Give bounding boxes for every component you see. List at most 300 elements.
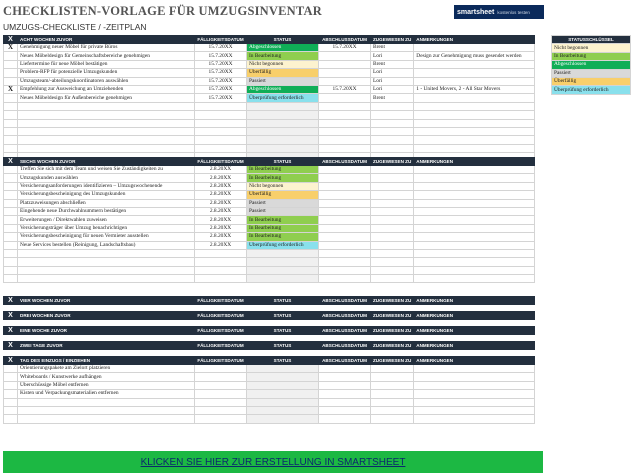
column-header-status: STATUS [247, 342, 319, 350]
assigned-to-cell[interactable] [371, 199, 414, 207]
task-row [4, 398, 535, 406]
status-cell[interactable] [247, 102, 319, 110]
task-cell[interactable]: Neues Möbeldesign für Außenbereiche genehmigen [18, 94, 195, 102]
status-cell[interactable] [247, 381, 319, 389]
task-cell[interactable] [18, 406, 195, 414]
section-table-move-day [3, 356, 535, 424]
assigned-to-cell[interactable] [371, 381, 414, 389]
completion-date-cell[interactable] [319, 406, 371, 414]
completion-date-cell[interactable]: 15.7.20XX [319, 85, 371, 93]
done-mark-cell[interactable] [4, 69, 18, 77]
done-mark-cell[interactable] [4, 102, 18, 110]
completion-date-cell[interactable] [319, 415, 371, 423]
completion-date-cell[interactable] [319, 94, 371, 102]
due-date-cell[interactable] [195, 111, 247, 119]
completion-date-cell[interactable] [319, 174, 371, 182]
due-date-cell[interactable] [195, 275, 247, 283]
done-mark-cell[interactable] [4, 207, 18, 215]
task-cell[interactable]: Versicherungsanforderungen identifizieren – Umzugswochenende [18, 182, 195, 190]
done-mark-cell[interactable]: X [4, 85, 18, 93]
assigned-to-cell[interactable]: Brent [371, 94, 414, 102]
task-cell[interactable] [18, 266, 195, 274]
status-cell[interactable]: Passiert [247, 77, 319, 85]
task-row [4, 52, 535, 60]
completion-date-cell[interactable] [319, 119, 371, 127]
done-mark-cell[interactable] [4, 390, 18, 398]
task-cell[interactable] [18, 249, 195, 257]
done-mark-cell[interactable] [4, 233, 18, 241]
task-cell[interactable]: Kisten und Verpackungsmaterialien entfernen [18, 390, 195, 398]
done-mark-cell[interactable] [4, 224, 18, 232]
task-cell[interactable] [18, 398, 195, 406]
completion-date-cell[interactable] [319, 258, 371, 266]
due-date-cell[interactable] [195, 258, 247, 266]
assigned-to-cell[interactable] [371, 144, 414, 152]
assigned-to-cell[interactable] [371, 415, 414, 423]
section-header-row [4, 312, 535, 320]
done-mark-cell[interactable] [4, 174, 18, 182]
task-cell[interactable] [18, 136, 195, 144]
completion-date-cell[interactable] [319, 233, 371, 241]
due-date-cell[interactable] [195, 365, 247, 373]
task-row [4, 191, 535, 199]
status-cell[interactable]: Abgeschlossen [247, 85, 319, 93]
notes-cell[interactable] [414, 224, 535, 232]
completion-date-cell[interactable] [319, 275, 371, 283]
notes-cell[interactable] [414, 398, 535, 406]
notes-cell[interactable] [414, 216, 535, 224]
status-cell[interactable] [247, 266, 319, 274]
done-mark-cell[interactable] [4, 77, 18, 85]
notes-cell[interactable] [414, 174, 535, 182]
notes-cell[interactable] [414, 102, 535, 110]
task-cell[interactable]: Platzzuweisungen abschließen [18, 199, 195, 207]
status-cell[interactable] [247, 365, 319, 373]
assigned-to-cell[interactable] [371, 241, 414, 249]
status-cell[interactable]: Überprüfung erforderlich [247, 94, 319, 102]
done-mark-cell[interactable] [4, 191, 18, 199]
due-date-cell[interactable] [195, 381, 247, 389]
notes-cell[interactable] [414, 111, 535, 119]
task-row [4, 241, 535, 249]
done-mark-cell[interactable] [4, 166, 18, 174]
column-header-status: STATUS [247, 158, 319, 166]
assigned-to-cell[interactable]: Lori [371, 52, 414, 60]
due-date-cell[interactable]: 15.7.20XX [195, 94, 247, 102]
done-mark-cell[interactable] [4, 216, 18, 224]
due-date-cell[interactable]: 15.7.20XX [195, 60, 247, 68]
completion-date-cell[interactable] [319, 60, 371, 68]
due-date-cell[interactable]: 2.8.20XX [195, 191, 247, 199]
column-header-notes: ANMERKUNGEN [414, 342, 535, 350]
completion-date-cell[interactable] [319, 69, 371, 77]
notes-cell[interactable] [414, 94, 535, 102]
assigned-to-cell[interactable] [371, 119, 414, 127]
due-date-cell[interactable]: 2.8.20XX [195, 233, 247, 241]
status-cell[interactable]: In Bearbeitung [247, 233, 319, 241]
completion-date-cell[interactable]: 15.7.20XX [319, 44, 371, 52]
notes-cell[interactable] [414, 207, 535, 215]
completion-date-cell[interactable] [319, 249, 371, 257]
notes-cell[interactable] [414, 127, 535, 135]
status-cell[interactable]: Überfällig [247, 69, 319, 77]
section-title: VIER WOCHEN ZUVOR [18, 297, 195, 305]
status-cell[interactable] [247, 398, 319, 406]
task-row [4, 365, 535, 373]
assigned-to-cell[interactable] [371, 182, 414, 190]
status-cell[interactable] [247, 144, 319, 152]
status-cell[interactable]: Passiert [247, 207, 319, 215]
task-row [4, 266, 535, 274]
section-title: TAG DES EINZUGS / EINZIEHEN [18, 357, 195, 365]
section-title: DREI WOCHEN ZUVOR [18, 312, 195, 320]
notes-cell[interactable] [414, 365, 535, 373]
status-cell[interactable] [247, 136, 319, 144]
due-date-cell[interactable] [195, 415, 247, 423]
column-header-done-mark: X [4, 342, 18, 350]
task-row [4, 216, 535, 224]
notes-cell[interactable] [414, 275, 535, 283]
due-date-cell[interactable]: 2.8.20XX [195, 224, 247, 232]
completion-date-cell[interactable] [319, 77, 371, 85]
task-cell[interactable]: Erweiterungen / Direktwahlen zuweisen [18, 216, 195, 224]
status-cell[interactable] [247, 406, 319, 414]
status-cell[interactable] [247, 111, 319, 119]
status-cell[interactable] [247, 390, 319, 398]
done-mark-cell[interactable] [4, 275, 18, 283]
completion-date-cell[interactable] [319, 191, 371, 199]
status-cell[interactable]: In Bearbeitung [247, 174, 319, 182]
assigned-to-cell[interactable]: Lori [371, 77, 414, 85]
section-header-row [4, 297, 535, 305]
status-cell[interactable]: In Bearbeitung [247, 52, 319, 60]
done-mark-cell[interactable] [4, 111, 18, 119]
status-cell[interactable]: Überfällig [247, 191, 319, 199]
completion-date-cell[interactable] [319, 52, 371, 60]
task-cell[interactable] [18, 119, 195, 127]
assigned-to-cell[interactable] [371, 258, 414, 266]
notes-cell[interactable] [414, 60, 535, 68]
done-mark-cell[interactable] [4, 398, 18, 406]
assigned-to-cell[interactable] [371, 365, 414, 373]
task-cell[interactable] [18, 275, 195, 283]
create-in-smartsheet-button[interactable]: KLICKEN SIE HIER ZUR ERSTELLUNG IN SMARTSHEET [3, 451, 543, 473]
section-header-row [4, 327, 535, 335]
due-date-cell[interactable]: 2.8.20XX [195, 166, 247, 174]
status-cell[interactable]: Nicht begonnen [247, 182, 319, 190]
completion-date-cell[interactable] [319, 111, 371, 119]
notes-cell[interactable]: Design zur Genehmigung muss gesendet werden [414, 52, 535, 60]
column-header-done-mark: X [4, 158, 18, 166]
column-header-completion-date: ABSCHLUSSDATUM [319, 36, 371, 44]
task-cell[interactable]: Überschüssige Möbel entfernen [18, 381, 195, 389]
assigned-to-cell[interactable] [371, 102, 414, 110]
notes-cell[interactable] [414, 182, 535, 190]
status-key-row [552, 77, 631, 85]
assigned-to-cell[interactable]: Lori [371, 69, 414, 77]
due-date-cell[interactable]: 15.7.20XX [195, 44, 247, 52]
task-cell[interactable] [18, 144, 195, 152]
column-header-due-date: FÄLLIGKEITSDATUM [195, 312, 247, 320]
status-cell[interactable] [247, 373, 319, 381]
task-cell[interactable]: Eingehende neue Durchwahlnummern bestätigen [18, 207, 195, 215]
task-row [4, 415, 535, 423]
completion-date-cell[interactable] [319, 241, 371, 249]
due-date-cell[interactable] [195, 102, 247, 110]
due-date-cell[interactable] [195, 144, 247, 152]
assigned-to-cell[interactable] [371, 207, 414, 215]
done-mark-cell[interactable] [4, 381, 18, 389]
logo-tagline: kostenlos testen [497, 9, 530, 15]
due-date-cell[interactable]: 2.8.20XX [195, 174, 247, 182]
task-cell[interactable]: Versicherungsbescheinigung des Umzugskunden [18, 191, 195, 199]
task-cell[interactable]: Versicherungsträger über Umzug benachrichtigen [18, 224, 195, 232]
done-mark-cell[interactable] [4, 199, 18, 207]
completion-date-cell[interactable] [319, 390, 371, 398]
due-date-cell[interactable] [195, 136, 247, 144]
due-date-cell[interactable] [195, 119, 247, 127]
done-mark-cell[interactable] [4, 241, 18, 249]
done-mark-cell[interactable] [4, 373, 18, 381]
assigned-to-cell[interactable] [371, 249, 414, 257]
done-mark-cell[interactable] [4, 182, 18, 190]
done-mark-cell[interactable] [4, 415, 18, 423]
assigned-to-cell[interactable] [371, 224, 414, 232]
completion-date-cell[interactable] [319, 398, 371, 406]
column-header-status: STATUS [247, 357, 319, 365]
column-header-status: STATUS [247, 36, 319, 44]
column-header-assigned-to: ZUGEWIESEN ZU [371, 312, 414, 320]
done-mark-cell[interactable] [4, 258, 18, 266]
column-header-assigned-to: ZUGEWIESEN ZU [371, 36, 414, 44]
due-date-cell[interactable] [195, 390, 247, 398]
status-cell[interactable] [247, 119, 319, 127]
status-cell[interactable] [247, 249, 319, 257]
column-header-notes: ANMERKUNGEN [414, 36, 535, 44]
notes-cell[interactable] [414, 136, 535, 144]
section-title: SECHS WOCHEN ZUVOR [18, 158, 195, 166]
status-key-row [552, 52, 631, 60]
column-header-due-date: FÄLLIGKEITSDATUM [195, 158, 247, 166]
assigned-to-cell[interactable] [371, 166, 414, 174]
completion-date-cell[interactable] [319, 216, 371, 224]
notes-cell[interactable] [414, 373, 535, 381]
status-cell[interactable]: In Bearbeitung [247, 216, 319, 224]
task-cell[interactable]: Genehmigung neuer Möbel für private Büros [18, 44, 195, 52]
due-date-cell[interactable]: 15.7.20XX [195, 69, 247, 77]
completion-date-cell[interactable] [319, 199, 371, 207]
done-mark-cell[interactable] [4, 266, 18, 274]
task-row [4, 44, 535, 52]
assigned-to-cell[interactable]: Brent [371, 60, 414, 68]
task-row [4, 390, 535, 398]
task-row [4, 69, 535, 77]
assigned-to-cell[interactable] [371, 275, 414, 283]
completion-date-cell[interactable] [319, 182, 371, 190]
task-cell[interactable] [18, 111, 195, 119]
task-cell[interactable] [18, 102, 195, 110]
status-cell[interactable]: Abgeschlossen [247, 44, 319, 52]
task-row [4, 275, 535, 283]
smartsheet-logo-button[interactable] [454, 5, 544, 19]
notes-cell[interactable] [414, 77, 535, 85]
status-cell[interactable] [247, 415, 319, 423]
completion-date-cell[interactable] [319, 266, 371, 274]
task-cell[interactable] [18, 415, 195, 423]
notes-cell[interactable] [414, 191, 535, 199]
task-cell[interactable]: Neue Services bestellen (Reinigung, Landschaftsbau) [18, 241, 195, 249]
status-cell[interactable]: Überprüfung erforderlich [247, 241, 319, 249]
task-cell[interactable]: Liefertermine für neue Möbel bestätigen [18, 60, 195, 68]
task-row [4, 102, 535, 110]
status-cell[interactable]: Nicht begonnen [247, 60, 319, 68]
notes-cell[interactable] [414, 249, 535, 257]
done-mark-cell[interactable] [4, 119, 18, 127]
status-cell[interactable]: In Bearbeitung [247, 166, 319, 174]
notes-cell[interactable] [414, 258, 535, 266]
section-header-row [4, 342, 535, 350]
due-date-cell[interactable] [195, 406, 247, 414]
section-table-two-days [3, 341, 535, 350]
due-date-cell[interactable] [195, 398, 247, 406]
completion-date-cell[interactable] [319, 207, 371, 215]
logo-brand: smartsheet [457, 8, 495, 16]
notes-cell[interactable]: 1 - United Movers, 2 - All Star Movers [414, 85, 535, 93]
notes-cell[interactable] [414, 266, 535, 274]
due-date-cell[interactable] [195, 266, 247, 274]
assigned-to-cell[interactable] [371, 373, 414, 381]
column-header-assigned-to: ZUGEWIESEN ZU [371, 297, 414, 305]
page-subtitle: UMZUGS-CHECKLISTE / -ZEITPLAN [3, 22, 147, 32]
assigned-to-cell[interactable] [371, 266, 414, 274]
notes-cell[interactable] [414, 69, 535, 77]
done-mark-cell[interactable] [4, 365, 18, 373]
status-cell[interactable] [247, 127, 319, 135]
due-date-cell[interactable]: 2.8.20XX [195, 182, 247, 190]
completion-date-cell[interactable] [319, 365, 371, 373]
task-cell[interactable] [18, 258, 195, 266]
status-cell[interactable] [247, 275, 319, 283]
task-cell[interactable]: Treffen Sie sich mit dem Team und weisen Sie Zuständigkeiten zu [18, 166, 195, 174]
assigned-to-cell[interactable] [371, 191, 414, 199]
notes-cell[interactable] [414, 199, 535, 207]
done-mark-cell[interactable] [4, 249, 18, 257]
assigned-to-cell[interactable] [371, 406, 414, 414]
due-date-cell[interactable] [195, 127, 247, 135]
task-cell[interactable]: Problem-RFP für potenzielle Umzugskunden [18, 69, 195, 77]
task-cell[interactable] [18, 127, 195, 135]
due-date-cell[interactable]: 15.7.20XX [195, 52, 247, 60]
task-row [4, 249, 535, 257]
notes-cell[interactable] [414, 390, 535, 398]
task-cell[interactable]: Umzugskunden auswählen [18, 174, 195, 182]
assigned-to-cell[interactable] [371, 398, 414, 406]
notes-cell[interactable] [414, 44, 535, 52]
task-row [4, 127, 535, 135]
assigned-to-cell[interactable] [371, 233, 414, 241]
due-date-cell[interactable]: 2.8.20XX [195, 216, 247, 224]
task-row [4, 406, 535, 414]
notes-cell[interactable] [414, 415, 535, 423]
done-mark-cell[interactable]: X [4, 44, 18, 52]
section-header-row [4, 36, 535, 44]
notes-cell[interactable] [414, 144, 535, 152]
completion-date-cell[interactable] [319, 224, 371, 232]
due-date-cell[interactable] [195, 373, 247, 381]
done-mark-cell[interactable] [4, 94, 18, 102]
status-key-item: Überprüfung erforderlich [552, 86, 631, 94]
task-row [4, 60, 535, 68]
status-key-item: Überfällig [552, 77, 631, 85]
task-row [4, 258, 535, 266]
notes-cell[interactable] [414, 241, 535, 249]
assigned-to-cell[interactable] [371, 136, 414, 144]
column-header-notes: ANMERKUNGEN [414, 357, 535, 365]
column-header-notes: ANMERKUNGEN [414, 158, 535, 166]
column-header-completion-date: ABSCHLUSSDATUM [319, 312, 371, 320]
status-key-table [551, 35, 631, 95]
column-header-done-mark: X [4, 312, 18, 320]
assigned-to-cell[interactable] [371, 127, 414, 135]
completion-date-cell[interactable] [319, 127, 371, 135]
done-mark-cell[interactable] [4, 52, 18, 60]
done-mark-cell[interactable] [4, 60, 18, 68]
assigned-to-cell[interactable]: Brent [371, 44, 414, 52]
completion-date-cell[interactable] [319, 381, 371, 389]
status-key-item: In Bearbeitung [552, 52, 631, 60]
due-date-cell[interactable]: 15.7.20XX [195, 77, 247, 85]
task-cell[interactable]: Neues Möbeldesign für Gemeinschaftsbereiche genehmigen [18, 52, 195, 60]
assigned-to-cell[interactable] [371, 111, 414, 119]
status-cell[interactable] [247, 258, 319, 266]
notes-cell[interactable] [414, 119, 535, 127]
assigned-to-cell[interactable] [371, 216, 414, 224]
notes-cell[interactable] [414, 233, 535, 241]
column-header-completion-date: ABSCHLUSSDATUM [319, 327, 371, 335]
due-date-cell[interactable] [195, 249, 247, 257]
completion-date-cell[interactable] [319, 136, 371, 144]
notes-cell[interactable] [414, 381, 535, 389]
done-mark-cell[interactable] [4, 144, 18, 152]
done-mark-cell[interactable] [4, 136, 18, 144]
completion-date-cell[interactable] [319, 102, 371, 110]
task-cell[interactable]: Whiteboards / Kunstwerke aufhängen [18, 373, 195, 381]
task-cell[interactable]: Umzugsteam/-abteilungskoordinatoren auswählen [18, 77, 195, 85]
assigned-to-cell[interactable] [371, 390, 414, 398]
assigned-to-cell[interactable]: Lori [371, 85, 414, 93]
due-date-cell[interactable]: 2.8.20XX [195, 199, 247, 207]
assigned-to-cell[interactable] [371, 174, 414, 182]
completion-date-cell[interactable] [319, 373, 371, 381]
task-row [4, 136, 535, 144]
notes-cell[interactable] [414, 406, 535, 414]
notes-cell[interactable] [414, 166, 535, 174]
status-cell[interactable]: In Bearbeitung [247, 224, 319, 232]
due-date-cell[interactable]: 2.8.20XX [195, 207, 247, 215]
due-date-cell[interactable]: 2.8.20XX [195, 241, 247, 249]
status-key-item: Abgeschlossen [552, 61, 631, 69]
task-cell[interactable]: Orientierungspakete am Zielort platzieren [18, 365, 195, 373]
completion-date-cell[interactable] [319, 166, 371, 174]
due-date-cell[interactable]: 15.7.20XX [195, 85, 247, 93]
completion-date-cell[interactable] [319, 144, 371, 152]
column-header-status: STATUS [247, 327, 319, 335]
task-cell[interactable]: Empfehlung zur Ausweichung an Umziehenden [18, 85, 195, 93]
done-mark-cell[interactable] [4, 127, 18, 135]
task-cell[interactable]: Versicherungsbescheinigung für neuen Vermieter ausstellen [18, 233, 195, 241]
status-cell[interactable]: Passiert [247, 199, 319, 207]
done-mark-cell[interactable] [4, 406, 18, 414]
